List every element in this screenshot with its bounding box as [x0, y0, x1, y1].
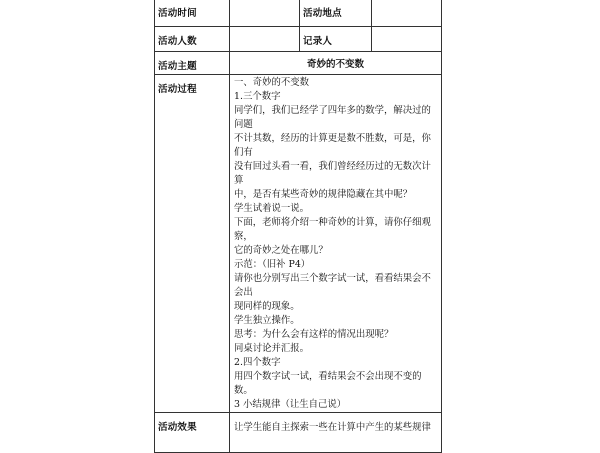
effect-value: 让学生能自主探索一些在计算中产生的某些规律	[230, 413, 442, 453]
process-content	[230, 75, 442, 413]
process-line: 3 小结规律（让生自己说）	[234, 399, 347, 410]
attendees-label: 活动人数	[155, 27, 230, 52]
process-line: 没有回过头看一看，我们曾经经历过的无数次计算	[234, 161, 431, 186]
activity-place-label: 活动地点	[300, 0, 372, 27]
process-line: 同学们，我们已经学了四年多的数学，解决过的问题	[234, 105, 431, 130]
process-line: 示范：（旧补 P4）	[234, 259, 311, 270]
process-line: 它的奇妙之处在哪儿？	[234, 245, 328, 256]
process-line: 用四个数字试一试，看结果会不会出现不变的数。	[234, 371, 422, 396]
activity-place-value	[372, 0, 442, 27]
theme-label: 活动主题	[155, 52, 230, 75]
row-theme	[155, 52, 442, 75]
activity-time-value	[230, 0, 300, 27]
row-attendees-recorder	[155, 27, 442, 52]
row-process	[155, 75, 442, 413]
process-label: 活动过程	[155, 75, 230, 413]
process-line: 1.三个数字	[234, 91, 281, 102]
activity-record-table	[154, 0, 442, 453]
row-time-place	[155, 0, 442, 27]
attendees-value	[230, 27, 300, 52]
activity-time-label: 活动时间	[155, 0, 230, 27]
process-line: 下面，老师将介绍一种奇妙的计算，请你仔细观察，	[234, 217, 431, 242]
effect-label: 活动效果	[155, 413, 230, 453]
recorder-label: 记录人	[300, 27, 372, 52]
process-line: 中，是否有某些奇妙的规律隐藏在其中呢？	[234, 189, 413, 200]
recorder-value	[372, 27, 442, 52]
process-line: 2.四个数字	[234, 357, 281, 368]
theme-value: 奇妙的不变数	[230, 52, 442, 75]
process-line: 一、奇妙的不变数	[234, 77, 310, 88]
row-effect	[155, 413, 442, 453]
process-line: 学生独立操作。	[234, 315, 300, 326]
process-line: 不计其数，经历的计算更是数不胜数，可是，你们有	[234, 133, 431, 158]
process-line: 学生试着说一说。	[234, 203, 310, 214]
process-line: 请你也分别写出三个数字试一试，看看结果会不会出	[234, 273, 431, 298]
process-line: 同桌讨论并汇报。	[234, 343, 310, 354]
process-line: 现同样的现象。	[234, 301, 300, 312]
process-line: 思考：为什么会有这样的情况出现呢？	[234, 329, 394, 340]
